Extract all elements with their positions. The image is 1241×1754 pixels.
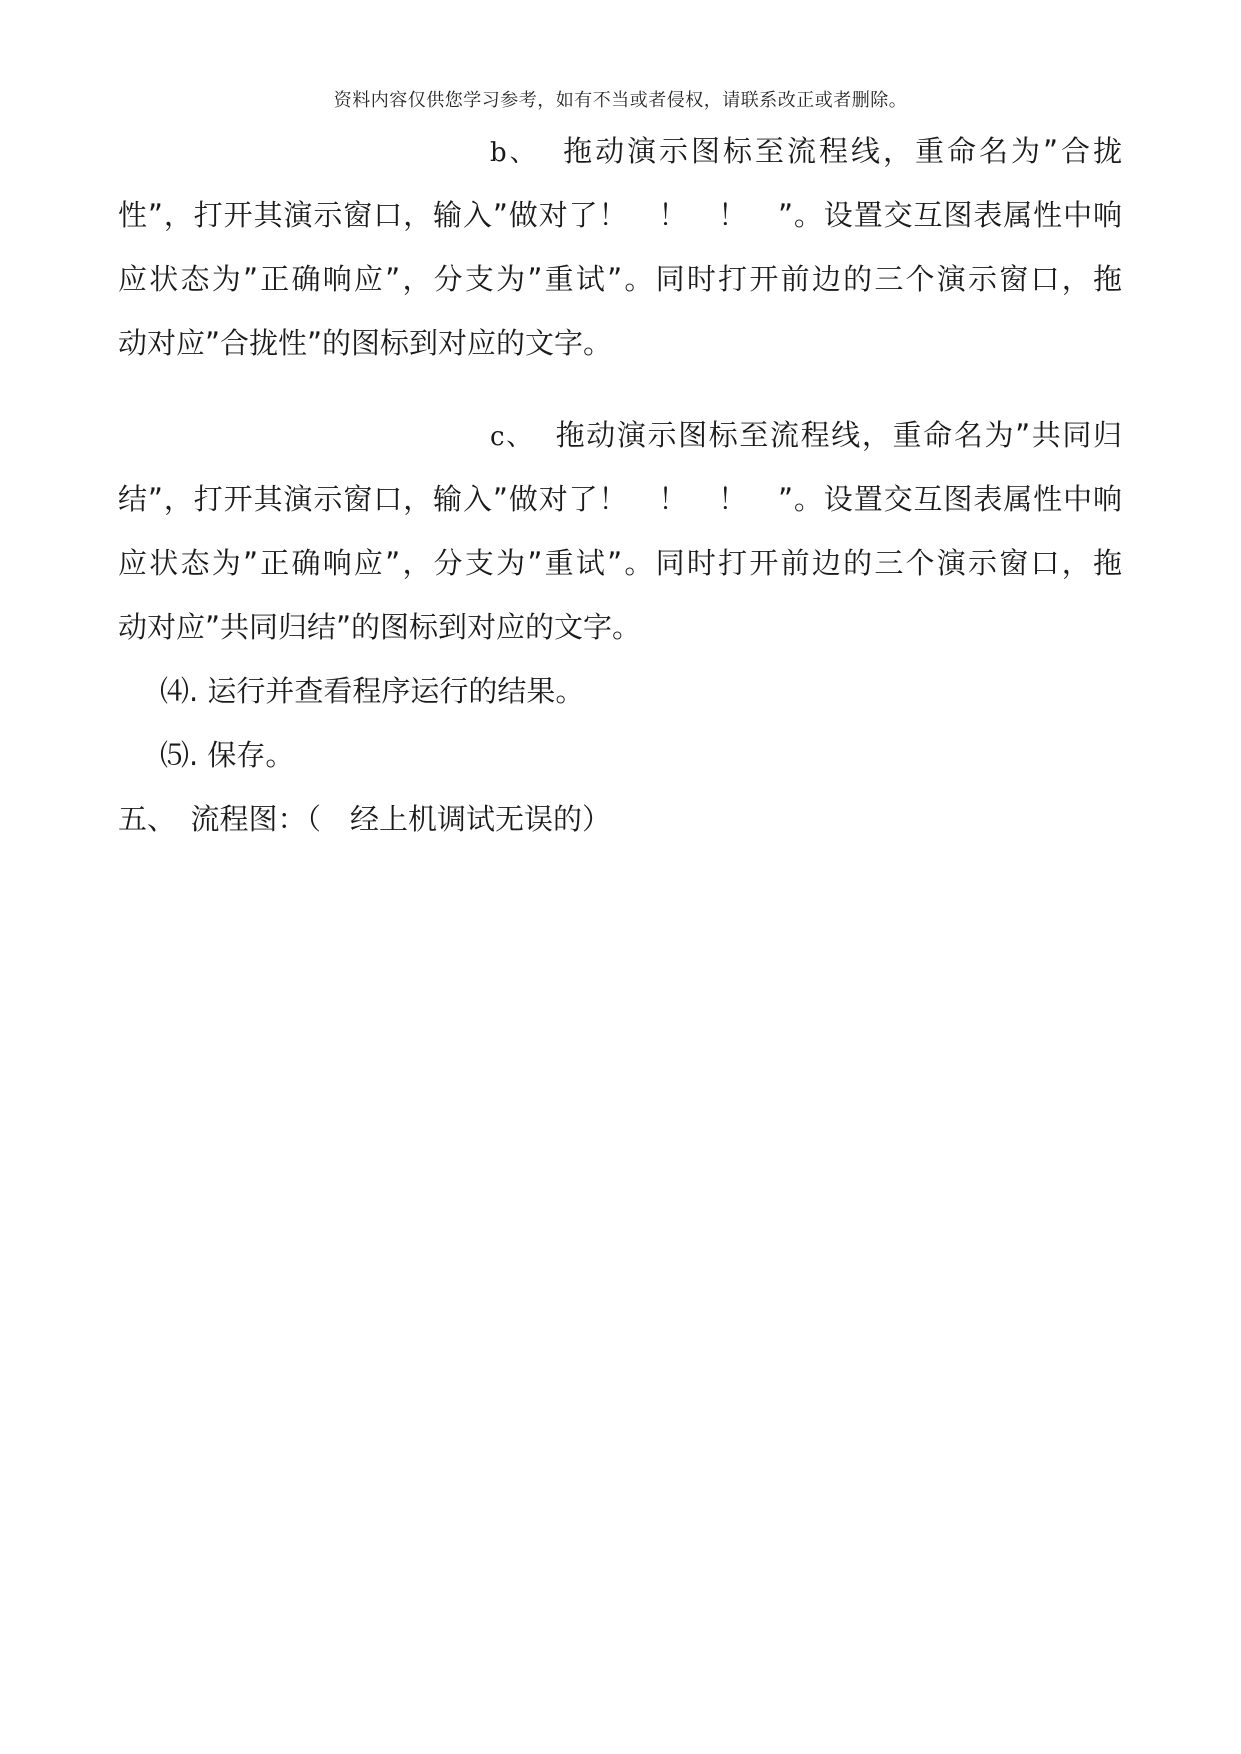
paragraph-c-line-4: 动对应”共同归结”的图标到对应的文字。 (118, 610, 642, 644)
paragraph-c-line-2: 结”，打开其演示窗口，输入”做对了！ ！ ！ ”。设置交互图表属性中响 (118, 482, 1122, 516)
paragraph-c-text-1: 拖动演示图标至流程线，重命名为”共同归 (555, 418, 1123, 452)
step-5-save: ⑸. 保存。 (160, 738, 295, 772)
paragraph-c-line-1 (490, 417, 1122, 455)
paragraph-b-marker: b、 (490, 138, 539, 168)
paragraph-c-line-3: 应状态为”正确响应”，分支为”重试”。同时打开前边的三个演示窗口，拖 (118, 546, 1122, 580)
paragraph-b-text-1: 拖动演示图标至流程线，重命名为”合拢 (563, 134, 1123, 168)
paragraph-b-line-4: 动对应”合拢性”的图标到对应的文字。 (118, 326, 613, 360)
section-5-flowchart-heading: 五、 流程图：（ 经上机调试无误的） (118, 802, 612, 836)
paragraph-c-marker: c、 (490, 422, 534, 452)
paragraph-b-line-3: 应状态为”正确响应”，分支为”重试”。同时打开前边的三个演示窗口，拖 (118, 262, 1122, 296)
paragraph-b-line-1 (490, 133, 1122, 171)
step-4-run: ⑷. 运行并查看程序运行的结果。 (160, 674, 585, 708)
copyright-note: 资料内容仅供您学习参考，如有不当或者侵权，请联系改正或者删除。 (333, 90, 908, 111)
paragraph-b-line-2: 性”，打开其演示窗口，输入”做对了！ ！ ！ ”。设置交互图表属性中响 (118, 198, 1122, 232)
